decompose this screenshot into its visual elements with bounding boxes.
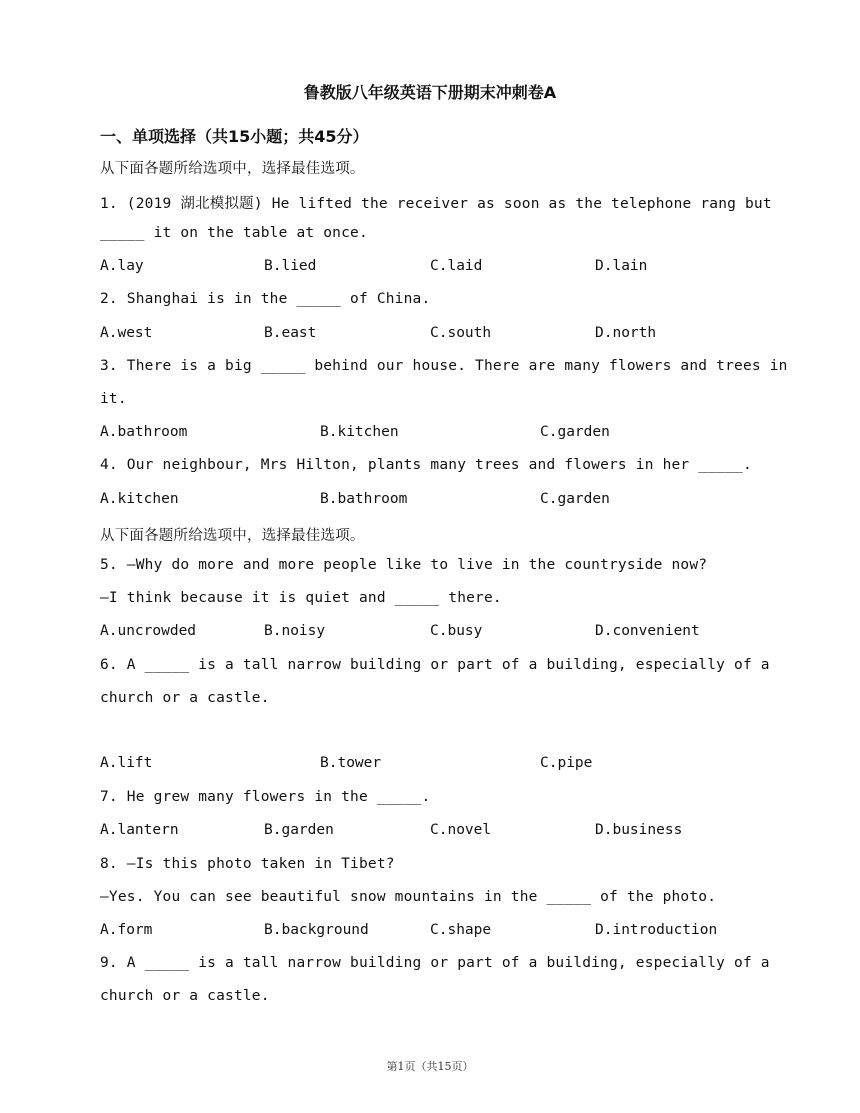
section-heading: 一、单项选择（共15小题；共45分） bbox=[100, 127, 369, 146]
option: C.south bbox=[430, 325, 492, 341]
instruction: 从下面各题所给选项中，选择最佳选项。 bbox=[100, 161, 365, 177]
option: D.north bbox=[595, 325, 657, 341]
option: A.lantern bbox=[100, 822, 179, 838]
question-text: 9. A _____ is a tall narrow building or part of a building, especially of a bbox=[100, 955, 770, 971]
option: B.noisy bbox=[264, 623, 326, 639]
option: B.tower bbox=[320, 755, 382, 771]
question-text: church or a castle. bbox=[100, 690, 270, 706]
question-text: 8. —Is this photo taken in Tibet? bbox=[100, 856, 395, 872]
question-text: —Yes. You can see beautiful snow mountains in the _____ of the photo. bbox=[100, 889, 717, 905]
option: D.convenient bbox=[595, 623, 700, 639]
option: C.garden bbox=[540, 491, 610, 507]
option: A.uncrowded bbox=[100, 623, 197, 639]
option: A.lay bbox=[100, 258, 144, 274]
question-text: church or a castle. bbox=[100, 988, 270, 1004]
question-text: 4. Our neighbour, Mrs Hilton, plants many trees and flowers in her _____. bbox=[100, 457, 752, 473]
option: C.busy bbox=[430, 623, 483, 639]
option: B.background bbox=[264, 922, 369, 938]
option: B.kitchen bbox=[320, 424, 399, 440]
page-footer: 第1页（共15页） bbox=[386, 1060, 474, 1073]
option: C.laid bbox=[430, 258, 483, 274]
question-text: _____ it on the table at once. bbox=[100, 225, 368, 241]
option: B.bathroom bbox=[320, 491, 408, 507]
question-text: 7. He grew many flowers in the _____. bbox=[100, 789, 431, 805]
option: B.garden bbox=[264, 822, 334, 838]
option: A.bathroom bbox=[100, 424, 188, 440]
question-text: 1. (2019 湖北模拟题) He lifted the receiver as soon as the telephone rang but bbox=[100, 196, 772, 212]
option: B.lied bbox=[264, 258, 317, 274]
question-text: 6. A _____ is a tall narrow building or part of a building, especially of a bbox=[100, 657, 770, 673]
question-text: 2. Shanghai is in the _____ of China. bbox=[100, 291, 431, 307]
option: C.novel bbox=[430, 822, 492, 838]
option: D.introduction bbox=[595, 922, 718, 938]
page-title: 鲁教版八年级英语下册期末冲刺卷A bbox=[303, 83, 557, 102]
option: D.business bbox=[595, 822, 683, 838]
option: C.pipe bbox=[540, 755, 593, 771]
question-text: 5. —Why do more and more people like to live in the countryside now? bbox=[100, 557, 708, 573]
option: A.kitchen bbox=[100, 491, 179, 507]
question-text: 3. There is a big _____ behind our house. There are many flowers and trees in bbox=[100, 358, 788, 374]
instruction: 从下面各题所给选项中，选择最佳选项。 bbox=[100, 528, 365, 544]
option: C.shape bbox=[430, 922, 492, 938]
option: C.garden bbox=[540, 424, 610, 440]
option: A.lift bbox=[100, 755, 153, 771]
option: A.form bbox=[100, 922, 153, 938]
option: D.lain bbox=[595, 258, 648, 274]
option: B.east bbox=[264, 325, 317, 341]
option: A.west bbox=[100, 325, 153, 341]
question-text: —I think because it is quiet and _____ there. bbox=[100, 590, 502, 606]
question-text: it. bbox=[100, 391, 127, 407]
